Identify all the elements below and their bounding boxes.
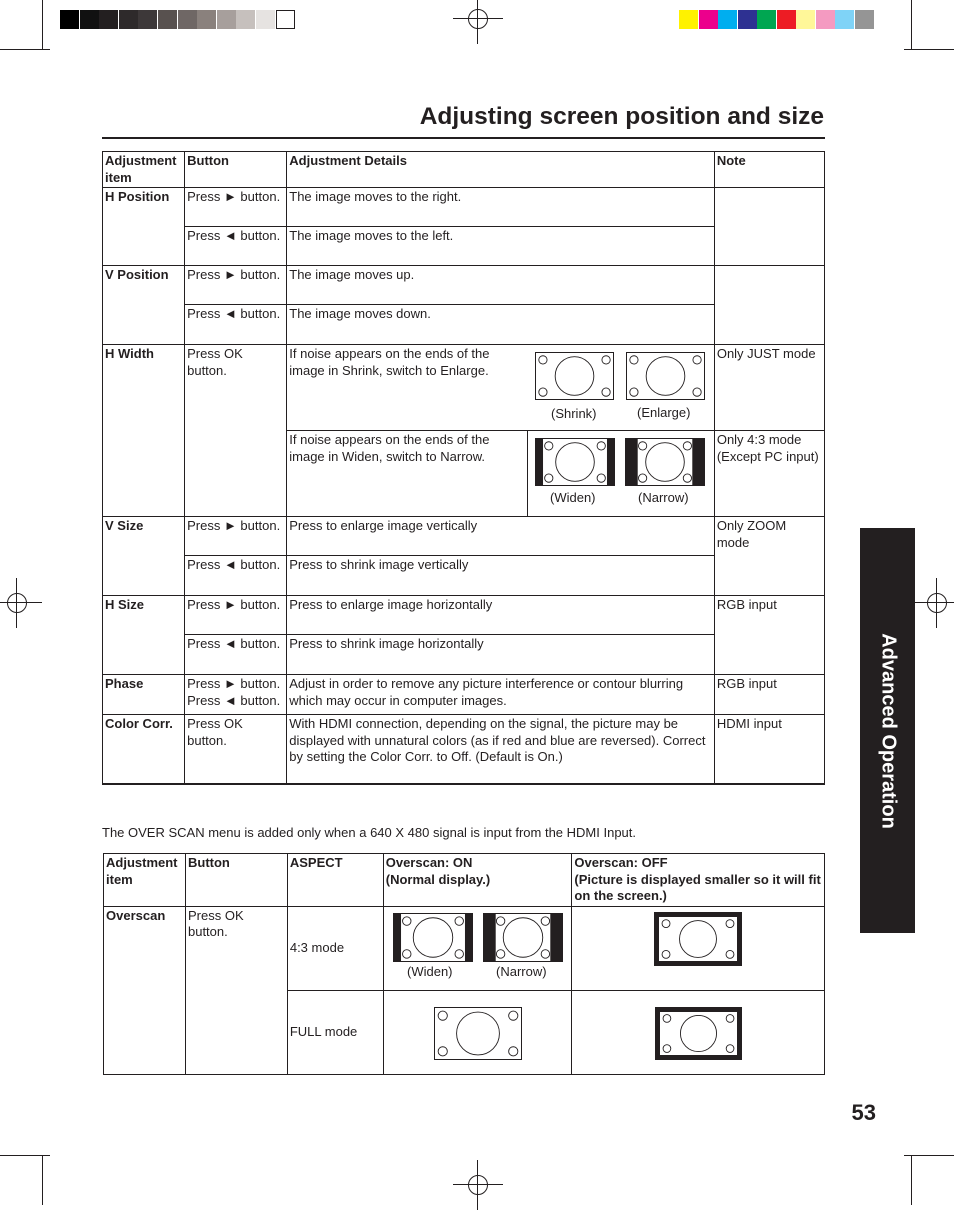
pattern-circle — [539, 388, 547, 396]
pattern-circle — [545, 442, 553, 450]
pattern-circle — [496, 917, 504, 925]
title-rule — [102, 137, 825, 139]
pattern-circle — [662, 920, 670, 928]
detail-cell: The image moves to the right. — [287, 188, 715, 227]
table-row — [103, 266, 825, 305]
black-bar — [737, 913, 741, 965]
detail-cell: The image moves up. — [287, 266, 715, 305]
header-overscan-off-line1: Overscan: OFF — [574, 855, 668, 870]
screen-narrow-illustration — [625, 438, 705, 486]
caption-widen: (Widen) — [550, 490, 596, 505]
header-aspect: ASPECT — [287, 854, 383, 907]
item-v-position: V Position — [103, 266, 185, 345]
gray-swatch — [99, 10, 118, 29]
table-row — [103, 596, 825, 635]
pattern-circle — [602, 388, 610, 396]
button-cell: Press ► button. — [185, 188, 287, 227]
test-pattern-graphic — [394, 914, 472, 961]
pattern-circle — [693, 388, 701, 396]
black-bar — [550, 914, 562, 961]
test-pattern-graphic — [627, 353, 704, 399]
gray-swatch — [138, 10, 157, 29]
color-swatch — [796, 10, 815, 29]
black-bar — [656, 1008, 660, 1059]
screen-widen-illustration — [535, 438, 615, 486]
table-row — [103, 188, 825, 227]
black-bar — [656, 1055, 741, 1059]
test-pattern-graphic — [536, 439, 614, 485]
black-bar — [737, 1008, 741, 1059]
test-pattern-graphic — [656, 1008, 741, 1059]
item-h-position: H Position — [103, 188, 185, 266]
pattern-circle — [597, 442, 605, 450]
page-number: 53 — [851, 1100, 876, 1125]
pattern-circle — [541, 950, 549, 958]
caption-narrow: (Narrow) — [496, 964, 547, 979]
detail-cell: Adjust in order to remove any picture interference or contour blurring which may occur in computer images. — [287, 675, 715, 715]
pattern-circle — [556, 443, 595, 482]
table-bottom-rule — [102, 783, 825, 785]
button-cell: Press OK button. — [185, 715, 287, 785]
pattern-circle — [403, 917, 411, 925]
black-bar — [484, 914, 496, 961]
color-swatch — [855, 10, 874, 29]
pattern-circle — [693, 356, 701, 364]
note-cell: HDMI input — [714, 715, 824, 785]
pattern-circle — [496, 950, 504, 958]
screen-enlarge-illustration — [626, 352, 705, 400]
black-bar — [536, 439, 543, 485]
caption-widen: (Widen) — [407, 964, 453, 979]
black-bar — [655, 913, 659, 965]
registration-mark-right — [912, 578, 954, 628]
pattern-circle — [539, 356, 547, 364]
pattern-circle — [455, 950, 463, 958]
black-bar — [692, 439, 704, 485]
black-bar — [655, 961, 741, 965]
header-button: Button — [185, 152, 287, 188]
header-adjustment-item: Adjustment item — [104, 854, 186, 907]
caption-enlarge: (Enlarge) — [637, 405, 691, 420]
header-adjustment-details: Adjustment Details — [287, 152, 715, 188]
table-row — [103, 715, 825, 785]
button-cell: Press OK button. — [185, 906, 287, 1074]
black-bar — [655, 913, 741, 917]
side-tab — [860, 528, 915, 933]
gray-swatch — [80, 10, 99, 29]
color-swatch — [816, 10, 835, 29]
black-bar — [626, 439, 638, 485]
pattern-circle — [630, 356, 638, 364]
pattern-circle — [680, 921, 717, 958]
table-row — [103, 675, 825, 715]
aspect-cell: 4:3 mode — [287, 906, 383, 990]
button-cell — [185, 675, 287, 715]
note-cell: RGB input — [714, 596, 824, 675]
pattern-circle — [726, 1015, 734, 1023]
item-v-size: V Size — [103, 517, 185, 596]
color-swatch — [699, 10, 718, 29]
item-phase: Phase — [103, 675, 185, 715]
pattern-circle — [663, 1015, 671, 1023]
button-cell: Press ◄ button. — [185, 305, 287, 345]
pattern-circle — [638, 474, 646, 482]
screen-shrink-illustration — [535, 352, 614, 400]
pattern-circle — [597, 474, 605, 482]
button-cell: Press ► button. — [185, 517, 287, 556]
pattern-circle — [646, 357, 685, 396]
gray-swatch — [256, 10, 275, 29]
table-row — [103, 345, 825, 431]
header-overscan-off — [572, 854, 825, 907]
pattern-circle — [438, 1011, 447, 1020]
color-swatch — [757, 10, 776, 29]
overscan-off-full-illustration — [655, 1007, 742, 1060]
header-overscan-on — [383, 854, 572, 907]
pattern-circle — [413, 918, 452, 957]
detail-cell: The image moves down. — [287, 305, 715, 345]
header-overscan-on-line1: Overscan: ON — [385, 855, 473, 870]
test-pattern-graphic — [435, 1008, 521, 1059]
black-bar — [465, 914, 472, 961]
button-line: Press ► button. — [187, 676, 281, 691]
pattern-circle — [683, 442, 691, 450]
pattern-circle — [602, 356, 610, 364]
pattern-circle — [662, 950, 670, 958]
test-pattern-graphic — [626, 439, 704, 485]
aspect-cell: FULL mode — [287, 990, 383, 1074]
black-bar — [607, 439, 614, 485]
detail-cell: Press to shrink image vertically — [287, 556, 715, 596]
pattern-circle — [503, 918, 542, 957]
side-tab-label: Advanced Operation — [877, 632, 899, 829]
button-cell: Press OK button. — [185, 345, 287, 517]
pattern-circle — [457, 1012, 500, 1055]
button-cell: Press ► button. — [185, 266, 287, 305]
test-pattern-graphic — [536, 353, 613, 399]
button-cell: Press ◄ button. — [185, 635, 287, 675]
pattern-circle — [545, 474, 553, 482]
note-cell: Only 4:3 mode (Except PC input) — [714, 431, 824, 517]
button-cell: Press ◄ button. — [185, 227, 287, 266]
detail-cell: Press to enlarge image vertically — [287, 517, 715, 556]
pattern-circle — [509, 1011, 518, 1020]
gray-swatch — [217, 10, 236, 29]
pattern-circle — [646, 443, 685, 482]
note-cell: Only JUST mode — [714, 345, 824, 431]
color-swatch — [679, 10, 698, 29]
gray-swatch — [197, 10, 216, 29]
color-swatch — [777, 10, 796, 29]
note-cell — [714, 188, 824, 266]
gray-swatch — [276, 10, 295, 29]
header-overscan-on-line2: (Normal display.) — [385, 871, 491, 887]
detail-cell: Press to shrink image horizontally — [287, 635, 715, 675]
adjustment-table — [102, 151, 825, 785]
pattern-circle — [630, 388, 638, 396]
overscan-intro-text: The OVER SCAN menu is added only when a 640 X 480 signal is input from the HDMI Input. — [102, 825, 636, 840]
header-button: Button — [185, 854, 287, 907]
button-line: Press ◄ button. — [187, 692, 281, 708]
table-row — [103, 517, 825, 556]
detail-cell: If noise appears on the ends of the image in Widen, switch to Narrow. — [287, 431, 527, 517]
pattern-circle — [663, 1045, 671, 1053]
pattern-circle — [438, 1047, 447, 1056]
caption-shrink: (Shrink) — [551, 406, 597, 421]
test-pattern-graphic — [484, 914, 562, 961]
detail-cell: Press to enlarge image horizontally — [287, 596, 715, 635]
note-cell — [714, 266, 824, 345]
overscan-off-43-illustration — [654, 912, 742, 966]
overscan-on-narrow-illustration — [483, 913, 563, 962]
note-cell: Only ZOOM mode — [714, 517, 824, 596]
black-bar — [394, 914, 401, 961]
page-title: Adjusting screen position and size — [419, 103, 824, 130]
detail-cell: With HDMI connection, depending on the signal, the picture may be displayed with unnatural colors (as if red and blue are reversed). Correct by setting the Color Corr. to Off. (Default is On.) — [287, 715, 715, 785]
pattern-circle — [638, 442, 646, 450]
pattern-circle — [403, 950, 411, 958]
overscan-on-full-illustration — [434, 1007, 522, 1060]
pattern-circle — [726, 950, 734, 958]
gray-swatch — [178, 10, 197, 29]
detail-cell: If noise appears on the ends of the image in Shrink, switch to Enlarge. — [287, 345, 527, 431]
gray-swatch — [158, 10, 177, 29]
item-h-size: H Size — [103, 596, 185, 675]
black-bar — [656, 1008, 741, 1012]
note-cell: RGB input — [714, 675, 824, 715]
caption-narrow: (Narrow) — [638, 490, 689, 505]
pattern-circle — [541, 917, 549, 925]
registration-mark-top — [453, 0, 503, 44]
pattern-circle — [680, 1015, 716, 1051]
pattern-circle — [726, 1045, 734, 1053]
color-swatch — [738, 10, 757, 29]
detail-cell: The image moves to the left. — [287, 227, 715, 266]
overscan-on-widen-illustration — [393, 913, 473, 962]
item-color-corr: Color Corr. — [103, 715, 185, 785]
registration-mark-left — [0, 578, 42, 628]
header-note: Note — [714, 152, 824, 188]
item-h-width: H Width — [103, 345, 185, 517]
pattern-circle — [683, 474, 691, 482]
pattern-circle — [509, 1047, 518, 1056]
color-swatch — [835, 10, 854, 29]
test-pattern-graphic — [655, 913, 741, 965]
pattern-circle — [555, 357, 594, 396]
pattern-circle — [726, 920, 734, 928]
header-adjustment-item: Adjustment item — [103, 152, 185, 188]
item-overscan: Overscan — [104, 906, 186, 1074]
color-swatch — [718, 10, 737, 29]
pattern-circle — [455, 917, 463, 925]
header-overscan-off-line2: (Picture is displayed smaller so it will fit on the screen.) — [574, 871, 821, 903]
gray-swatch — [60, 10, 79, 29]
registration-mark-bottom — [453, 1160, 503, 1210]
button-cell: Press ◄ button. — [185, 556, 287, 596]
gray-swatch — [236, 10, 255, 29]
button-cell: Press ► button. — [185, 596, 287, 635]
gray-swatch — [119, 10, 138, 29]
